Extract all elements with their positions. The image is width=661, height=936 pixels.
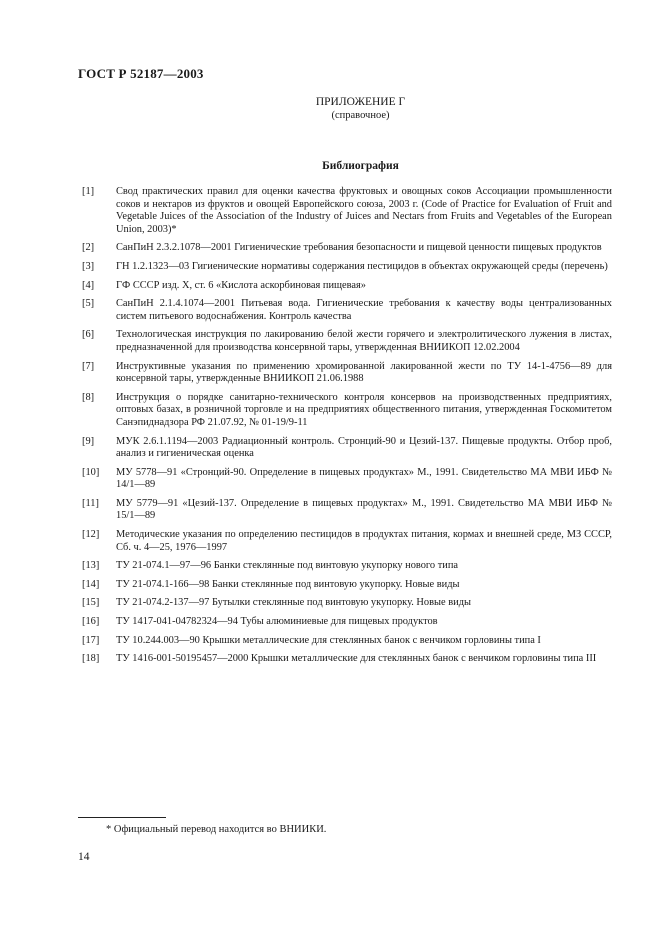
entry-text: Свод практических правил для оценки качества фруктовых и овощных соков Ассоциации промышленности соков и нектаров из фруктов и овощей Европейского союза, 2003 г. (Code of Practice for Evaluation of Fruit and Vegetable Juices of the Association of the Industry of Juices and Nectars from Fruits and Vegetables of the European Union, 2003)* — [116, 186, 612, 235]
section-title: Библиография — [322, 160, 399, 172]
entry-number: [16] — [82, 616, 100, 628]
entry-number: [3] — [82, 260, 95, 272]
bibliography-entry — [82, 529, 612, 554]
page-number: 14 — [78, 851, 90, 863]
bibliography-entry — [82, 436, 612, 461]
entry-text: СанПиН 2.3.2.1078—2001 Гигиенические требования безопасности и пищевой ценности пищевых продуктов — [116, 242, 602, 254]
bibliography-entry — [82, 616, 612, 629]
entry-text: Технологическая инструкция по лакированию белой жести горячего и электролитического лужения в листах, предназначенной для производства консервной тары, утвержденная ВНИИКОП 12.02.2004 — [116, 329, 612, 353]
bibliography-list — [82, 186, 612, 672]
entry-number: [1] — [82, 186, 95, 197]
footnote-divider — [78, 817, 166, 818]
appendix-note: (справочное) — [331, 110, 390, 121]
entry-number: [9] — [82, 435, 95, 447]
entry-number: [17] — [82, 634, 100, 646]
entry-number: [6] — [82, 329, 95, 341]
bibliography-entry — [82, 261, 612, 274]
bibliography-entry — [82, 280, 612, 293]
entry-text: ТУ 21-074.1-166—98 Банки стеклянные под винтовую укупорку. Новые виды — [116, 578, 460, 590]
entry-number: [8] — [82, 391, 95, 403]
entry-number: [10] — [82, 466, 100, 478]
entry-text: ГН 1.2.1323—03 Гигиенические нормативы содержания пестицидов в объектах окружающей среды (перечень) — [116, 260, 608, 272]
entry-number: [13] — [82, 560, 100, 572]
document-code: ГОСТ Р 52187—2003 — [78, 66, 204, 81]
entry-text: МУК 2.6.1.1194—2003 Радиационный контроль. Стронций-90 и Цезий-137. Пищевые продукты. Отбор проб, анализ и гигиеническая оценка — [116, 435, 612, 460]
bibliography-entry — [82, 392, 612, 430]
entry-number: [2] — [82, 242, 95, 254]
bibliography-entry — [82, 298, 612, 323]
entry-number: [12] — [82, 529, 100, 541]
entry-text: ТУ 21-074.1—97—96 Банки стеклянные под винтовую укупорку нового типа — [116, 560, 458, 572]
entry-number: [18] — [82, 653, 100, 665]
entry-text: Инструктивные указания по применению хромированной лакированной жести по ТУ 14-1-4756—89 для консервной тары, утвержденные ВНИИКОП 21.06.1988 — [116, 360, 612, 385]
entry-number: [15] — [82, 597, 100, 609]
bibliography-entry — [82, 597, 612, 610]
appendix-title: ПРИЛОЖЕНИЕ Г — [315, 96, 406, 108]
bibliography-entry — [82, 498, 612, 523]
entry-number: [14] — [82, 578, 100, 590]
entry-number: [7] — [82, 360, 95, 372]
entry-number: [5] — [82, 298, 95, 310]
entry-text: МУ 5778—91 «Стронций-90. Определение в пищевых продуктах» М., 1991. Свидетельство МА МВИ ИБФ № 14/1—89 — [116, 466, 612, 491]
footnote: * Официальный перевод находится во ВНИИКИ. — [106, 824, 327, 835]
bibliography-entry — [82, 579, 612, 592]
bibliography-entry — [82, 467, 612, 492]
bibliography-entry — [82, 242, 612, 255]
entry-text: ГФ СССР изд. X, ст. 6 «Кислота аскорбиновая пищевая» — [116, 279, 367, 291]
bibliography-entry — [82, 560, 612, 573]
entry-text: Методические указания по определению пестицидов в продуктах питания, кормах и внешней среде, МЗ СССР, Сб. ч. 4—25, 1976—1997 — [116, 529, 612, 553]
entry-text: ТУ 21-074.2-137—97 Бутылки стеклянные под винтовую укупорку. Новые виды — [116, 597, 471, 609]
bibliography-entry — [82, 361, 612, 386]
bibliography-entry — [82, 653, 612, 666]
entry-number: [4] — [82, 279, 95, 291]
bibliography-entry — [82, 635, 612, 648]
entry-text: ТУ 1416-001-50195457—2000 Крышки металлические для стеклянных банок с венчиком горловины типа III — [116, 653, 597, 665]
entry-text: Инструкция о порядке санитарно-технического контроля консервов на производственных предприятиях, оптовых базах, в розничной торговле и на предприятиях общественного питания, утвержденная Госкомитетом Санэпиднадзора РФ 21.07.92, № 01-19/9-11 — [116, 391, 612, 428]
entry-text: ТУ 1417-041-04782324—94 Тубы алюминиевые для пищевых продуктов — [116, 616, 438, 628]
bibliography-entry — [82, 186, 612, 236]
entry-number: [11] — [82, 497, 99, 509]
bibliography-entry — [82, 329, 612, 354]
entry-text: СанПиН 2.1.4.1074—2001 Питьевая вода. Гигиенические требования к качеству воды централизованных систем питьевого водоснабжения. Контроль качества — [116, 298, 612, 322]
entry-text: МУ 5779—91 «Цезий-137. Определение в пищевых продуктах» М., 1991. Свидетельство МА МВИ ИБФ № 15/1—89 — [116, 497, 612, 522]
entry-text: ТУ 10.244.003—90 Крышки металлические для стеклянных банок с венчиком горловины типа I — [116, 634, 541, 646]
